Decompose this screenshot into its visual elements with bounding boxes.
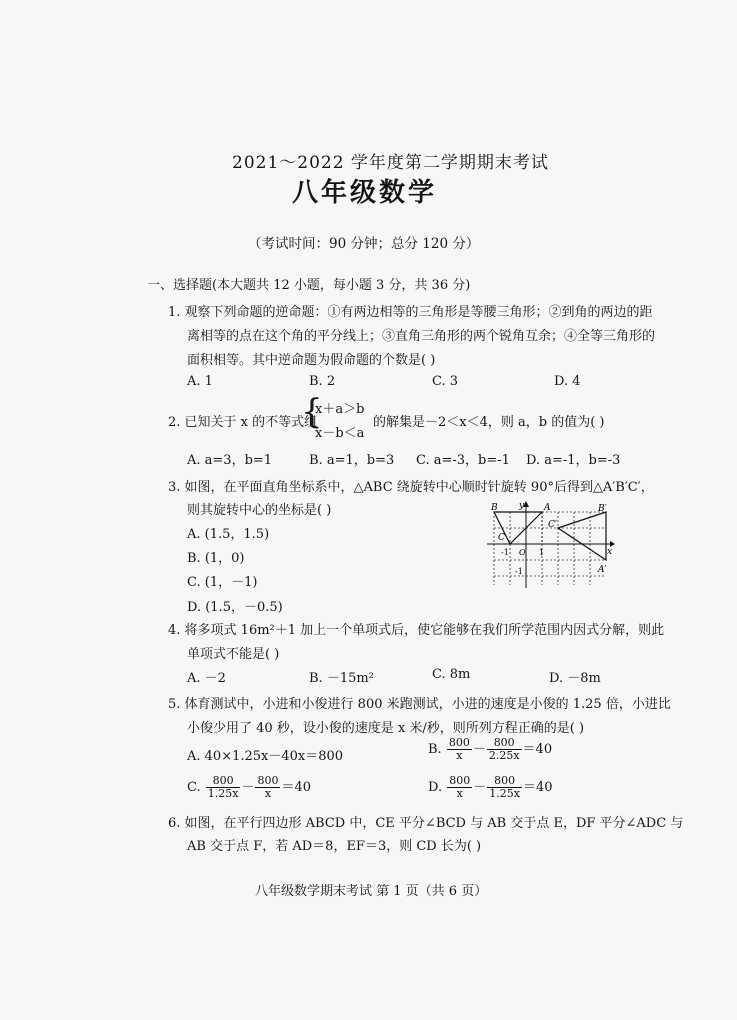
question-5-option-c: [187, 775, 311, 800]
question-2-suffix: 的解集是－2＜x＜4，则 a，b 的值为( ): [373, 415, 605, 430]
fraction-2: [487, 775, 522, 800]
numerator: 800: [206, 775, 241, 788]
question-2-prefix: 2. 已知关于 x 的不等式组: [168, 415, 318, 430]
denominator: 1.25x: [207, 787, 239, 800]
label-y: y: [519, 501, 525, 511]
denominator: x: [456, 749, 463, 762]
question-4-option-d: D. －8m: [549, 671, 601, 686]
question-2-option-d: D. a=-1，b=-3: [526, 453, 621, 468]
denominator: 2.25x: [488, 749, 520, 762]
equals-part: ＝40: [522, 780, 553, 795]
exam-year-title: 2021～2022 学年度第二学期期末考试: [232, 153, 549, 173]
label-y-neg1: -1: [515, 567, 523, 576]
question-5-line-1: 5. 体育测试中，小进和小俊进行 800 米跑测试，小进的速度是小俊的 1.25 倍，小进比: [168, 697, 671, 712]
subject-title: 八年级数学: [292, 178, 438, 208]
question-3-option-d: D. (1.5，－0.5): [187, 600, 283, 615]
question-5-option-a: A. 40×1.25x－40x＝800: [187, 749, 344, 764]
question-6-line-2: AB 交于点 F，若 AD＝8，EF＝3，则 CD 长为( ): [187, 839, 482, 854]
coordinate-figure: [482, 500, 617, 590]
denominator: x: [264, 787, 272, 800]
numerator: 800: [487, 737, 522, 750]
minus-sign: －: [472, 742, 486, 757]
numerator: 800: [487, 775, 522, 788]
question-3-line-1: 3. 如图，在平面直角坐标系中，△ABC 绕旋转中心顺时针旋转 90°后得到△A′B′C′，: [168, 480, 654, 495]
label-x: x: [607, 547, 613, 557]
numerator: 800: [448, 736, 470, 749]
question-4-option-c: C. 8m: [432, 667, 471, 682]
question-3-option-a: A. (1.5，1.5): [187, 527, 270, 542]
question-4-line-2: 单项式不能是( ): [187, 647, 280, 662]
question-1-option-a: A. 1: [187, 374, 213, 389]
question-3-option-b: B. (1，0): [187, 551, 245, 566]
fraction-1: [447, 737, 472, 762]
question-1-option-d: D. 4: [554, 374, 581, 389]
question-1-option-c: C. 3: [432, 374, 459, 389]
question-6-line-1: 6. 如图，在平行四边形 ABCD 中，CE 平分∠BCD 与 AB 交于点 E，DF 平分∠ADC 与: [168, 816, 684, 831]
brace-symbol: {: [301, 392, 323, 432]
question-3-option-c: C. (1，－1): [187, 575, 258, 590]
section-heading: 一、选择题(本大题共 12 小题，每小题 3 分，共 36 分): [147, 278, 471, 293]
label-a: A: [544, 503, 551, 513]
option-label: B.: [428, 742, 442, 757]
label-x-1: 1: [539, 548, 545, 557]
question-1-option-b: B. 2: [309, 374, 336, 389]
question-5-line-2: 小俊少用了 40 秒，设小俊的速度是 x 米/秒，则所列方程正确的是( ): [187, 721, 585, 736]
question-4-option-a: A. －2: [187, 671, 226, 686]
label-a-prime: A′: [598, 565, 607, 575]
inequality-2: x－b＜a: [315, 426, 365, 441]
question-2-option-a: A. a=3，b=1: [187, 453, 273, 468]
question-5-option-d: [428, 775, 553, 800]
page-footer: 八年级数学期末考试 第 1 页（共 6 页）: [255, 884, 488, 899]
fraction-1: [206, 775, 241, 800]
denominator: 1.25x: [489, 787, 520, 800]
question-3-line-2: 则其旋转中心的坐标是( ): [187, 503, 332, 518]
label-origin: O: [519, 548, 526, 557]
label-b-prime: B′: [598, 504, 607, 514]
fraction-2: [255, 775, 280, 800]
minus-sign: －: [241, 780, 255, 795]
fraction-1: [447, 775, 472, 800]
label-c: C: [498, 533, 505, 543]
fraction-2: [487, 737, 522, 762]
numerator: 800: [257, 774, 279, 787]
question-5-option-b: [428, 737, 552, 762]
question-1-line-3: 面积相等。其中逆命题为假命题的个数是( ): [187, 353, 436, 368]
question-2-option-c: C. a=-3，b=-1: [416, 453, 510, 468]
denominator: x: [456, 787, 463, 800]
exam-info: （考试时间：90 分钟；总分 120 分）: [248, 236, 480, 252]
question-4-option-b: B. －15m²: [309, 671, 374, 686]
option-label: D.: [428, 780, 443, 795]
question-1-line-2: 离相等的点在这个角的平分线上；③直角三角形的两个锐角互余；④全等三角形的: [187, 329, 656, 344]
question-4-line-1: 4. 将多项式 16m²＋1 加上一个单项式后，使它能够在我们所学范围内因式分解，则此: [168, 623, 665, 638]
label-b: B: [491, 503, 498, 513]
question-2-option-b: B. a=1，b=3: [309, 453, 395, 468]
question-1-line-1: 1. 观察下列命题的逆命题：①有两边相等的三角形是等腰三角形；②到角的两边的距: [168, 305, 653, 320]
minus-sign: －: [473, 780, 487, 795]
triangle-abc-prime: [558, 512, 606, 560]
equals-part: ＝40: [281, 780, 312, 795]
label-x-neg1: -1: [501, 548, 509, 557]
numerator: 800: [449, 774, 471, 787]
option-label: C.: [187, 780, 201, 795]
inequality-1: x＋a＞b: [315, 402, 365, 417]
equals-part: ＝40: [522, 742, 553, 757]
label-c-prime: C′: [548, 520, 557, 530]
